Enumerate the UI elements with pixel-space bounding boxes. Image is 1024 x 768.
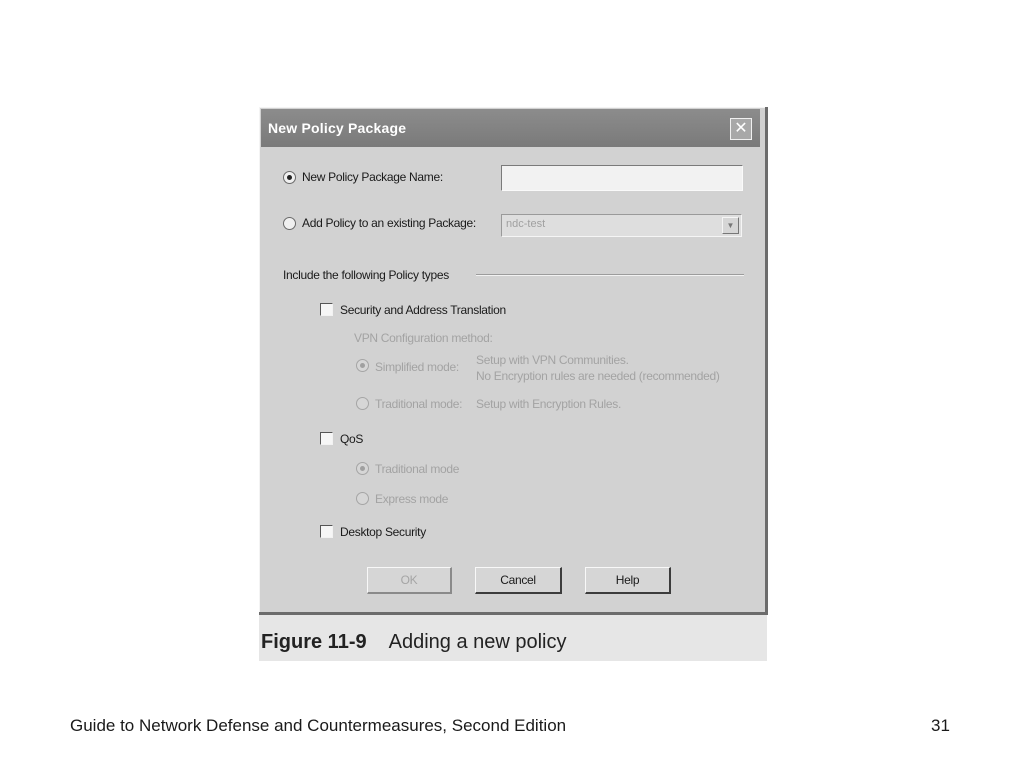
simplified-mode-label: Simplified mode: [375, 360, 459, 374]
qos-checkbox[interactable] [320, 432, 333, 445]
chevron-down-icon[interactable]: ▼ [722, 217, 739, 234]
simplified-desc-line2: No Encryption rules are needed (recommended) [476, 369, 720, 383]
traditional-mode-label: Traditional mode: [375, 397, 463, 411]
security-checkbox[interactable] [320, 303, 333, 316]
desktop-security-checkbox[interactable] [320, 525, 333, 538]
footer-book-title: Guide to Network Defense and Countermeasures, Second Edition [70, 716, 567, 735]
page-number: 31 [931, 716, 950, 735]
figure-number: Figure 11-9 [261, 631, 367, 653]
close-button[interactable] [730, 118, 752, 140]
qos-express-radio[interactable] [356, 492, 369, 505]
add-existing-label: Add Policy to an existing Package: [302, 216, 476, 230]
desktop-security-label: Desktop Security [340, 525, 426, 539]
security-label: Security and Address Translation [340, 303, 506, 317]
new-package-radio[interactable] [283, 171, 296, 184]
qos-traditional-label: Traditional mode [375, 462, 460, 476]
qos-traditional-radio[interactable] [356, 462, 369, 475]
include-group-label: Include the following Policy types [283, 268, 449, 282]
figure-caption [261, 631, 567, 654]
dialog-title: New Policy Package [268, 120, 407, 136]
simplified-mode-radio[interactable] [356, 359, 369, 372]
simplified-desc-line1: Setup with VPN Communities. [476, 353, 629, 367]
package-name-input[interactable] [501, 165, 743, 191]
title-bar [261, 109, 760, 147]
close-icon: ✕ [734, 120, 748, 137]
qos-label: QoS [340, 432, 364, 446]
traditional-mode-desc: Setup with Encryption Rules. [476, 397, 622, 411]
add-existing-radio[interactable] [283, 217, 296, 230]
traditional-mode-radio[interactable] [356, 397, 369, 410]
help-button[interactable]: Help [585, 567, 671, 594]
new-package-label: New Policy Package Name: [302, 170, 443, 184]
ok-button[interactable]: OK [367, 567, 452, 594]
vpn-method-label: VPN Configuration method: [354, 331, 493, 345]
figure-caption-text: Adding a new policy [388, 631, 567, 653]
existing-package-select[interactable] [501, 214, 742, 237]
existing-package-value: ndc-test [506, 218, 546, 230]
figure [259, 107, 767, 661]
new-policy-package-dialog [259, 107, 768, 615]
qos-express-label: Express mode [375, 492, 449, 506]
group-separator [476, 274, 744, 276]
cancel-button[interactable]: Cancel [475, 567, 562, 594]
